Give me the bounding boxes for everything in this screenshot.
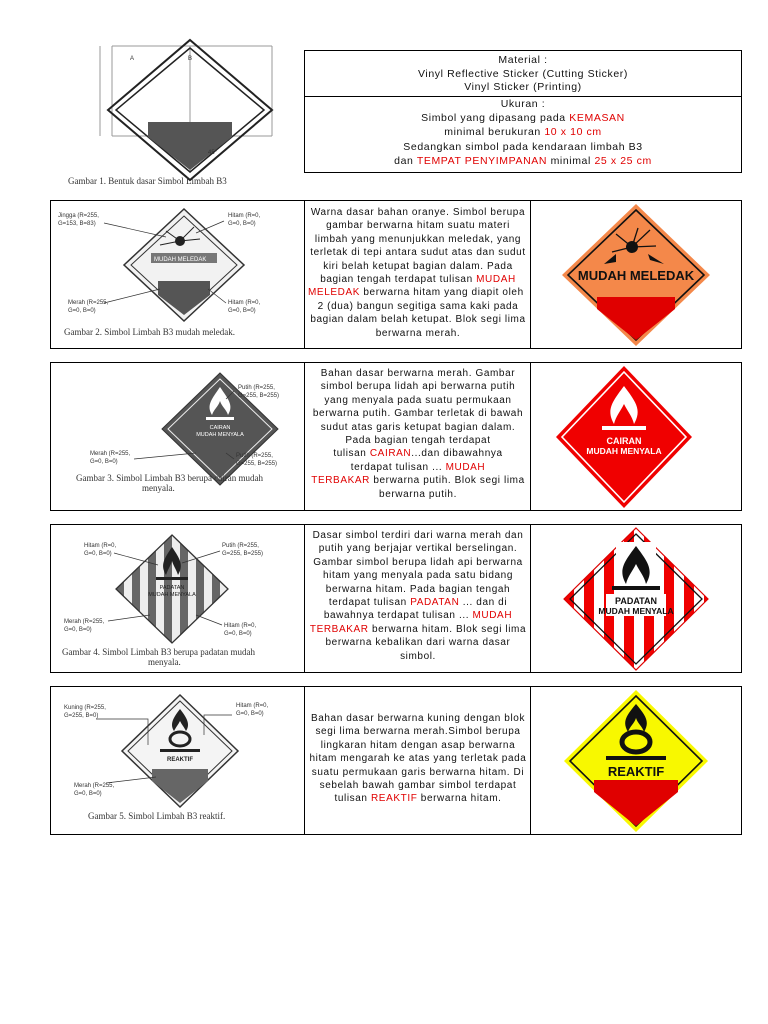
fig4-caption-2: menyala. [148,657,181,667]
row1-line: bagian dalam belah ketupat. Blok segi lima [310,314,526,326]
fig2-inner-text: MUDAH MELEDAK [154,257,207,263]
fig2-label-merah-2: G=0, B=0) [68,308,96,314]
row2-line: Pada bagian tengah terdapat [345,435,491,447]
ukuran-size-large: 25 x 25 cm [594,154,652,167]
row1-line: limbah yang menunjukkan meledak, yang [314,233,522,245]
figure-3-flammable-liquid-diagram [56,365,300,508]
fig5-label-merah-1: Merah (R=255, [74,783,115,789]
figure-1-basic-shape [60,38,300,190]
fig2-label-jingga-1: Jingga (R=255, [58,213,99,219]
fig4-label-putih-2: G=255, B=255) [222,551,264,557]
row2-line: sudut atas garis ketupat bagian dalam. [320,421,516,433]
row-1-description [306,206,530,340]
material-line-2: Vinyl Sticker (Printing) [464,81,582,93]
row4-line: berwarna hitam. [417,793,502,805]
row4-line: lingkaran hitam dengan asap berwarna [320,739,516,751]
row3-line: putih yang berjajar vertikal berselingan. [318,543,518,555]
row-3-description [306,529,530,663]
row2-line: ...dan dibawahnya [411,448,503,460]
fig5-label-merah-2: G=0, B=0) [74,791,102,797]
row4-line: sebelah bawah gambar simbol terdapat [319,780,517,792]
ukuran-line-4a: dan [394,154,417,167]
fig5-inner: REAKTIF [167,757,193,763]
row3-line: ... dan di [459,597,508,609]
fig1-a-label: A [130,56,135,62]
fig5-label-kuning-2: G=255, B=0) [64,713,99,719]
row4-line: Bahan dasar berwarna kuning dengan blok [310,713,526,724]
row1-keyword: MELEDAK [308,287,360,299]
fig4-label-hitamb-1: Hitam (R=0, [224,623,257,629]
fig1-angle-label: 45° [208,150,218,156]
row3-line: Dasar simbol terdiri dari warna merah dan [312,530,524,541]
ukuran-text [304,97,742,168]
ukuran-tempat: TEMPAT PENYIMPANAN [416,154,548,167]
row-2-description [306,367,530,501]
fig2-label-merah-1: Merah (R=255, [68,300,109,306]
ukuran-line-3: Sedangkan simbol pada kendaraan limbah B3 [403,140,643,153]
figure-2-explosive-diagram [56,203,300,346]
fig4-caption-1: Gambar 4. Simbol Limbah B3 berupa padatan mudah [62,647,255,657]
ukuran-size-small: 10 x 10 cm [544,126,602,139]
row2-line: berwarna putih. Gambar terletak di bawah [312,408,524,420]
fig4-inner-1: PADATAN [159,585,185,591]
row3-line: Gambar simbol berupa lidah api berwarna [313,556,523,568]
fig4-label-putih-1: Putih (R=255, [222,543,259,549]
row2-line: terdapat tulisan ... [350,461,446,473]
fig3-label-putih-2: G=255, B=255) [238,393,280,399]
sign-flammable-solid-text-1: PADATAN [615,596,657,606]
row3-line: bawahnya terdapat tulisan ... [323,610,473,622]
row3-keyword: TERBAKAR [309,623,369,635]
row4-line: suatu permukaan garis berwarna hitam. Di [311,766,525,778]
fig4-label-hitam-1: Hitam (R=0, [84,543,117,549]
row2-keyword: TERBAKAR [311,475,370,487]
sign-flammable-solid [532,526,741,672]
row2-keyword: MUDAH [445,461,486,473]
row2-line: yang menyala pada suatu permukaan [324,394,512,406]
row3-keyword: PADATAN [410,597,460,609]
fig5-caption: Gambar 5. Simbol Limbah B3 reaktif. [88,811,226,821]
material-title: Material : [498,54,548,66]
sign-flammable-liquid-text-2: MUDAH MENYALA [586,446,662,456]
row2-line: berwarna putih. [379,488,457,500]
row3-keyword: MUDAH [472,610,513,622]
sign-explosive-text: MUDAH MELEDAK [577,268,695,283]
ukuran-line-4c: minimal [547,154,595,167]
row4-line: segi lima berwarna merah.Simbol berupa [315,726,521,738]
row1-line: 2 (dua) bangun segitiga sama kaki pada [317,300,519,312]
row1-line: berwarna hitam yang diapit oleh [360,287,524,299]
row2-line: simbol berupa lidah api berwarna putih [320,381,516,393]
row3-line: hitam yang menyala pada satu bidang [322,570,513,582]
row1-line: terletak di tepi antara sudut atas dan sudut [310,247,526,259]
fig3-label-merah-2: G=0, B=0) [90,459,118,465]
fig3-inner-2: MUDAH MENYALA [196,432,244,438]
material-text [304,54,742,95]
sign-reactive-text: REAKTIF [607,764,665,779]
fig1-b-label: B [188,56,193,62]
ukuran-kemasan: KEMASAN [569,112,625,125]
fig2-label-hitamb-1: Hitam (R=0, [228,300,261,306]
fig3-label-putih-1: Putih (R=255, [238,385,275,391]
fig2-label-hitamb-2: G=0, B=0) [228,308,256,314]
row1-line: kiri belah ketupat bagian dalam. Pada [323,260,513,272]
fig4-label-merah-1: Merah (R=255, [64,619,105,625]
fig5-label-kuning-1: Kuning (R=255, [64,705,106,711]
material-line-1: Vinyl Reflective Sticker (Cutting Sticker) [418,67,628,80]
row-4-description [306,712,530,806]
row3-line: terdapat tulisan [328,597,411,609]
row1-line: Warna dasar bahan oranye. Simbol berupa [310,207,526,218]
sign-flammable-liquid-text-1: CAIRAN [606,436,642,446]
row4-keyword: REAKTIF [370,793,418,805]
row3-line: berwarna hitam. Blok segi lima [368,623,527,635]
fig3-caption-2: menyala. [142,483,175,493]
fig4-inner-2: MUDAH MENYALA [148,592,196,598]
sign-explosive [532,202,741,348]
row4-line: tulisan [334,793,371,805]
figure-4-flammable-solid-diagram [56,527,300,670]
fig2-label-hitam-2: G=0, B=0) [228,221,256,227]
fig5-label-hitam-2: G=0, B=0) [236,711,264,717]
row1-line: gambar berwarna hitam suatu materi [326,220,510,232]
row3-line: simbol. [400,650,436,662]
figure-5-reactive-diagram [56,689,300,832]
row1-line: berwarna merah. [375,327,461,339]
fig2-label-hitam-1: Hitam (R=0, [228,213,261,219]
row2-line: berwarna putih. Blok segi lima [369,475,525,487]
sign-flammable-solid-text-2: MUDAH MENYALA [598,606,674,616]
fig4-label-hitam-2: G=0, B=0) [84,551,112,557]
fig4-label-merah-2: G=0, B=0) [64,627,92,633]
sign-reactive [532,688,741,834]
ukuran-line-1: Simbol yang dipasang pada [421,112,570,125]
fig3-label-putihb-1: Putih (R=255, [236,453,273,459]
fig3-inner-1: CAIRAN [209,425,231,431]
row2-line: Bahan dasar berwarna merah. Gambar [320,368,516,379]
fig2-caption: Gambar 2. Simbol Limbah B3 mudah meledak. [64,327,235,337]
fig2-label-jingga-2: G=153, B=83) [58,221,96,227]
row4-line: hitam mengarah ke atas yang terletak pada [309,753,527,765]
row1-line: bagian tengah terdapat tulisan [320,274,477,286]
fig4-label-hitamb-2: G=0, B=0) [224,631,252,637]
row3-line: berwarna kebalikan dari warna dasar [325,637,511,649]
ukuran-title: Ukuran : [500,98,546,110]
sign-flammable-liquid [532,364,741,510]
row2-line: tulisan [333,448,370,460]
row1-keyword: MUDAH [476,274,516,286]
fig3-label-merah-1: Merah (R=255, [90,451,131,457]
fig1-caption: Gambar 1. Bentuk dasar Simbol Limbah B3 [68,176,227,186]
fig3-label-putihb-2: G=255, B=255) [236,461,278,467]
fig5-label-hitam-1: Hitam (R=0, [236,703,269,709]
row3-line: berwarna hitam. Pada bagian tengah [325,583,511,595]
ukuran-line-2: minimal berukuran [444,126,545,139]
row2-keyword: CAIRAN [369,448,412,460]
fig3-caption-1: Gambar 3. Simbol Limbah B3 berupa cairan mudah [76,473,263,483]
